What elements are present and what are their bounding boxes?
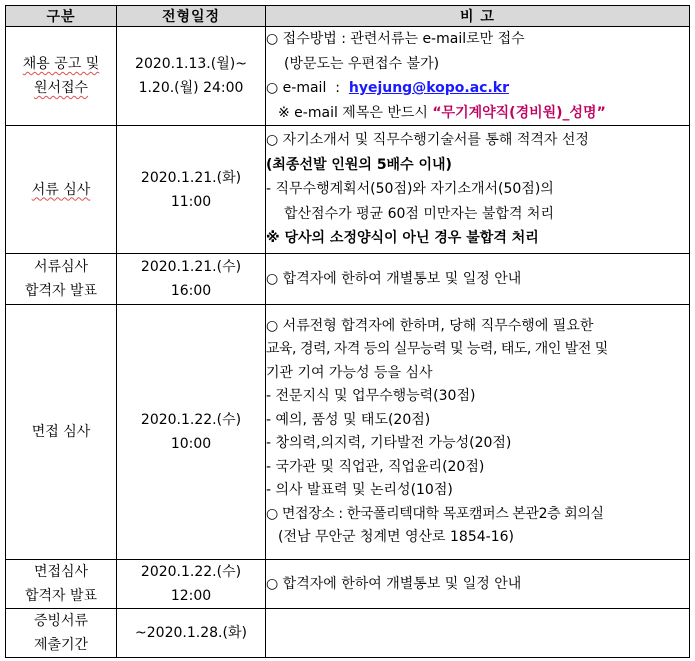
header-category: 구분 xyxy=(6,6,117,27)
date-cell xyxy=(117,254,266,305)
date-text: 2020.1.21.(수) xyxy=(140,259,242,275)
table-row xyxy=(6,27,690,126)
date-text: ~2020.1.28.(화) xyxy=(135,625,247,641)
stage-cell xyxy=(6,126,117,254)
stage-label: 원서접수 xyxy=(33,80,89,96)
stage-cell xyxy=(6,305,117,560)
stage-label: 제출기간 xyxy=(33,637,89,653)
subject-format: “무기계약직(경비원)_성명” xyxy=(432,104,606,121)
stage-cell xyxy=(6,560,117,609)
schedule-table xyxy=(5,5,690,658)
date-cell xyxy=(117,560,266,609)
stage-label: 채용 공고 및 xyxy=(22,56,100,72)
stage-label: 서류 심사 xyxy=(31,181,91,198)
note-line xyxy=(266,101,689,126)
note-line: (최종선발 인원의 5배수 이내) xyxy=(266,156,452,173)
note-line xyxy=(266,76,689,101)
note-line: ○ 자기소개서 및 직무수행기술서를 통해 적격자 선정 xyxy=(266,132,589,149)
note-line: ○ 면접장소 : 한국폴리텍대학 목포캠퍼스 본관2층 회의실 xyxy=(266,505,604,522)
note-line: - 전문지식 및 업무수행능력(30점) xyxy=(266,388,476,404)
note-line: - 직무수행계획서(50점)와 자기소개서(50점)의 xyxy=(266,181,554,198)
email-label: ○ e-mail : xyxy=(266,80,349,96)
stage-cell xyxy=(6,254,117,305)
note-line: - 국가관 및 직업관, 직업윤리(20점) xyxy=(266,458,485,475)
notes-cell xyxy=(266,609,690,658)
date-text: 1.20.(월) 24:00 xyxy=(138,80,244,96)
date-text: 16:00 xyxy=(170,283,212,299)
note-line: - 창의력,의지력, 기타발전 가능성(20점) xyxy=(266,435,512,451)
stage-label: 합격자 발표 xyxy=(24,283,98,299)
note-line: ○ 합격자에 한하여 개별통보 및 일정 안내 xyxy=(266,270,522,287)
note-line: 기관 기여 가능성 등을 심사 xyxy=(266,364,433,381)
table-row xyxy=(6,254,690,305)
header-schedule: 전형일정 xyxy=(117,6,266,27)
note-line: - 예의, 품성 및 태도(20점) xyxy=(266,411,431,428)
stage-label: 합격자 발표 xyxy=(24,588,98,604)
email-link[interactable]: hyejung@kopo.ac.kr xyxy=(348,80,509,96)
date-text: 10:00 xyxy=(170,436,212,452)
date-text: 2020.1.21.(화) xyxy=(140,169,242,186)
table-row xyxy=(6,305,690,560)
header-remarks: 비 고 xyxy=(266,6,690,27)
table-row xyxy=(6,126,690,254)
notes-cell xyxy=(266,560,690,609)
date-cell xyxy=(117,27,266,126)
date-text: 2020.1.22.(수) xyxy=(140,564,242,580)
note-line: 합산점수가 평균 60점 미만자는 불합격 처리 xyxy=(284,205,554,222)
stage-label: 서류심사 xyxy=(33,259,89,275)
note-line: - 의사 발표력 및 논리성(10점) xyxy=(266,482,453,498)
date-text: 2020.1.22.(수) xyxy=(140,412,242,428)
note-line: (전남 무안군 청계면 영산로 1854-16) xyxy=(278,529,514,545)
note-line: (방문도는 우편접수 불가) xyxy=(284,55,440,72)
date-cell xyxy=(117,305,266,560)
subject-note: ※ e-mail 제목은 반드시 xyxy=(278,104,433,121)
table-row xyxy=(6,560,690,609)
stage-cell xyxy=(6,27,117,126)
stage-label: 면접심사 xyxy=(33,564,89,580)
stage-cell xyxy=(6,609,117,658)
note-line: 교육, 경력, 자격 등의 실무능력 및 능력, 태도, 개인 발전 및 xyxy=(266,341,608,357)
notes-cell xyxy=(266,126,690,254)
table-row xyxy=(6,609,690,658)
date-text: 11:00 xyxy=(170,193,212,210)
date-cell xyxy=(117,126,266,254)
date-text: 2020.1.13.(월)~ xyxy=(135,56,247,72)
header-row xyxy=(6,6,690,27)
notes-cell xyxy=(266,27,690,126)
note-line: ○ 합격자에 한하여 개별통보 및 일정 안내 xyxy=(266,575,522,592)
notes-cell xyxy=(266,254,690,305)
note-line: ○ 서류전형 합격자에 한하며, 당해 직무수행에 필요한 xyxy=(266,317,594,334)
date-text: 12:00 xyxy=(170,588,212,604)
stage-label: 면접 심사 xyxy=(31,424,91,440)
stage-label: 증빙서류 xyxy=(33,613,89,629)
note-line: ○ 접수방법 : 관련서류는 e-mail로만 접수 xyxy=(266,31,525,47)
notes-cell xyxy=(266,305,690,560)
note-line: ※ 당사의 소정양식이 아닌 경우 불합격 처리 xyxy=(266,230,539,247)
date-cell xyxy=(117,609,266,658)
